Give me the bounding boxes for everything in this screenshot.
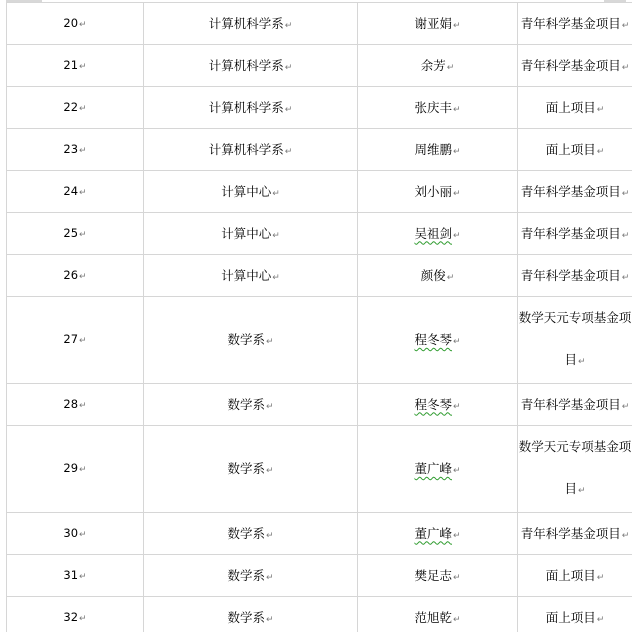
table-row — [7, 384, 632, 426]
table-row — [7, 297, 632, 384]
paragraph-mark-icon: ↵ — [596, 104, 605, 115]
paragraph-mark-icon: ↵ — [596, 572, 605, 583]
name-cell — [358, 171, 518, 213]
project-type-cell — [518, 255, 632, 297]
name-cell — [358, 255, 518, 297]
department-cell-text: 计算机科学系 — [208, 15, 284, 31]
department-cell — [144, 87, 358, 129]
paragraph-mark-icon: ↵ — [79, 336, 87, 347]
project-type-cell-text: 青年科学基金项目 — [520, 57, 621, 73]
paragraph-mark-icon: ↵ — [79, 229, 87, 240]
department-cell-text: 计算中心 — [221, 183, 272, 199]
row-number-cell-text: 30 — [63, 525, 79, 540]
project-type-cell — [518, 129, 632, 171]
row-number-cell — [7, 513, 144, 555]
table-row — [7, 513, 632, 555]
paragraph-mark-icon: ↵ — [452, 188, 461, 199]
project-type-cell-text: 数学天元专项基金项目 — [518, 310, 632, 367]
name-cell-text: 程冬琴 — [414, 396, 452, 412]
paragraph-mark-icon: ↵ — [272, 230, 280, 241]
department-cell — [144, 597, 358, 632]
row-number-cell — [7, 555, 144, 597]
department-cell — [144, 45, 358, 87]
paragraph-mark-icon: ↵ — [577, 486, 586, 496]
project-type-cell-text: 面上项目 — [545, 141, 596, 157]
name-cell — [358, 3, 518, 45]
name-cell — [358, 45, 518, 87]
name-cell-text: 范旭乾 — [414, 609, 452, 625]
paragraph-mark-icon: ↵ — [265, 401, 274, 412]
paragraph-mark-icon: ↵ — [452, 401, 461, 412]
table-row — [7, 426, 632, 513]
project-type-cell — [518, 213, 632, 255]
row-number-cell — [7, 3, 144, 45]
name-cell-text: 颜俊 — [420, 267, 446, 283]
table-row — [7, 129, 632, 171]
project-type-cell — [518, 45, 632, 87]
row-number-cell-text: 28 — [63, 396, 79, 411]
row-number-cell — [7, 597, 144, 632]
paragraph-mark-icon: ↵ — [79, 187, 87, 198]
row-number-cell-text: 29 — [63, 461, 79, 476]
project-type-cell-text: 面上项目 — [545, 99, 596, 115]
project-type-cell-text: 青年科学基金项目 — [520, 225, 621, 241]
name-cell-text: 张庆丰 — [414, 99, 452, 115]
department-cell — [144, 426, 358, 513]
department-cell-text: 计算机科学系 — [208, 99, 284, 115]
paragraph-mark-icon: ↵ — [79, 145, 87, 156]
table-row — [7, 597, 632, 632]
paragraph-mark-icon: ↵ — [452, 230, 461, 241]
project-type-cell — [518, 87, 632, 129]
paragraph-mark-icon: ↵ — [452, 572, 461, 583]
department-cell-text: 计算机科学系 — [208, 141, 284, 157]
row-number-cell — [7, 213, 144, 255]
department-cell — [144, 3, 358, 45]
project-type-cell-text: 青年科学基金项目 — [520, 15, 621, 31]
paragraph-mark-icon: ↵ — [621, 272, 630, 283]
project-type-cell-text: 数学天元专项基金项目 — [518, 439, 632, 496]
row-number-cell-text: 26 — [63, 267, 79, 282]
department-cell-text: 计算中心 — [221, 225, 272, 241]
row-number-cell-text: 32 — [63, 609, 79, 624]
paragraph-mark-icon: ↵ — [284, 20, 293, 31]
paragraph-mark-icon: ↵ — [621, 401, 630, 412]
department-cell-text: 数学系 — [227, 609, 265, 625]
paragraph-mark-icon: ↵ — [446, 62, 455, 73]
department-cell — [144, 513, 358, 555]
paragraph-mark-icon: ↵ — [272, 188, 280, 199]
paragraph-mark-icon: ↵ — [272, 272, 280, 283]
paragraph-mark-icon: ↵ — [265, 466, 274, 477]
paragraph-mark-icon: ↵ — [265, 614, 274, 625]
project-type-cell-text: 青年科学基金项目 — [520, 396, 621, 412]
name-cell — [358, 129, 518, 171]
paragraph-mark-icon: ↵ — [621, 188, 630, 199]
department-cell-text: 计算中心 — [221, 267, 272, 283]
row-number-cell-text: 23 — [63, 141, 79, 156]
row-number-cell-text: 24 — [63, 183, 79, 198]
paragraph-mark-icon: ↵ — [452, 20, 461, 31]
project-type-cell-text: 青年科学基金项目 — [520, 525, 621, 541]
row-number-cell — [7, 297, 144, 384]
project-type-cell — [518, 426, 632, 513]
project-type-cell-text: 面上项目 — [545, 567, 596, 583]
department-cell-text: 数学系 — [227, 332, 265, 348]
row-number-cell — [7, 384, 144, 426]
table-row — [7, 3, 632, 45]
department-cell-text: 数学系 — [227, 567, 265, 583]
paragraph-mark-icon: ↵ — [265, 337, 274, 348]
name-cell-text: 董广峰 — [414, 525, 452, 541]
paragraph-mark-icon: ↵ — [79, 19, 87, 30]
row-number-cell-text: 22 — [63, 99, 79, 114]
row-number-cell-text: 25 — [63, 225, 79, 240]
department-cell — [144, 171, 358, 213]
row-number-cell — [7, 426, 144, 513]
project-type-cell — [518, 555, 632, 597]
department-cell-text: 数学系 — [227, 461, 265, 477]
paragraph-mark-icon: ↵ — [596, 146, 605, 157]
paragraph-mark-icon: ↵ — [79, 61, 87, 72]
paragraph-mark-icon: ↵ — [79, 400, 87, 411]
table-row — [7, 45, 632, 87]
table-row — [7, 255, 632, 297]
project-table — [6, 2, 632, 632]
table-row — [7, 213, 632, 255]
name-cell-text: 余芳 — [420, 57, 446, 73]
row-number-cell — [7, 129, 144, 171]
paragraph-mark-icon: ↵ — [621, 62, 630, 73]
row-number-cell — [7, 255, 144, 297]
project-type-cell — [518, 171, 632, 213]
table-row — [7, 87, 632, 129]
project-table-body — [7, 3, 632, 632]
wrapped-text — [518, 297, 632, 383]
department-cell — [144, 297, 358, 384]
name-cell — [358, 384, 518, 426]
department-cell — [144, 213, 358, 255]
name-cell-text: 樊足志 — [414, 567, 452, 583]
paragraph-mark-icon: ↵ — [265, 530, 274, 541]
department-cell — [144, 129, 358, 171]
paragraph-mark-icon: ↵ — [452, 530, 461, 541]
name-cell-text: 董广峰 — [414, 461, 452, 477]
paragraph-mark-icon: ↵ — [284, 62, 293, 73]
department-cell — [144, 555, 358, 597]
name-cell — [358, 513, 518, 555]
paragraph-mark-icon: ↵ — [452, 146, 461, 157]
row-number-cell — [7, 87, 144, 129]
row-number-cell-text: 27 — [63, 332, 79, 347]
name-cell — [358, 87, 518, 129]
project-type-cell-text: 面上项目 — [545, 609, 596, 625]
name-cell — [358, 597, 518, 632]
name-cell-text: 程冬琴 — [414, 332, 452, 348]
name-cell-text: 谢亚娟 — [414, 15, 452, 31]
department-cell-text: 数学系 — [227, 525, 265, 541]
row-number-cell — [7, 171, 144, 213]
name-cell-text: 吴祖剑 — [414, 225, 452, 241]
wrapped-text — [518, 426, 632, 512]
row-number-cell-text: 31 — [63, 567, 79, 582]
paragraph-mark-icon: ↵ — [577, 357, 586, 367]
row-number-cell — [7, 45, 144, 87]
project-type-cell — [518, 3, 632, 45]
project-type-cell — [518, 597, 632, 632]
paragraph-mark-icon: ↵ — [452, 104, 461, 115]
project-type-cell-text: 青年科学基金项目 — [520, 267, 621, 283]
name-cell-text: 刘小丽 — [414, 183, 452, 199]
department-cell — [144, 384, 358, 426]
project-type-cell — [518, 384, 632, 426]
paragraph-mark-icon: ↵ — [621, 20, 630, 31]
paragraph-mark-icon: ↵ — [284, 104, 293, 115]
row-number-cell-text: 20 — [63, 15, 79, 30]
row-number-cell-text: 21 — [63, 57, 79, 72]
name-cell — [358, 213, 518, 255]
name-cell — [358, 555, 518, 597]
paragraph-mark-icon: ↵ — [79, 571, 87, 582]
paragraph-mark-icon: ↵ — [265, 572, 274, 583]
paragraph-mark-icon: ↵ — [621, 530, 630, 541]
table-row — [7, 171, 632, 213]
department-cell-text: 数学系 — [227, 396, 265, 412]
paragraph-mark-icon: ↵ — [452, 337, 461, 348]
department-cell — [144, 255, 358, 297]
table-row — [7, 555, 632, 597]
paragraph-mark-icon: ↵ — [79, 613, 87, 624]
project-type-cell-text: 青年科学基金项目 — [520, 183, 621, 199]
paragraph-mark-icon: ↵ — [79, 271, 87, 282]
paragraph-mark-icon: ↵ — [596, 614, 605, 625]
paragraph-mark-icon: ↵ — [79, 529, 87, 540]
paragraph-mark-icon: ↵ — [446, 272, 455, 283]
project-type-cell — [518, 297, 632, 384]
paragraph-mark-icon: ↵ — [621, 230, 630, 241]
name-cell — [358, 426, 518, 513]
paragraph-mark-icon: ↵ — [79, 103, 87, 114]
paragraph-mark-icon: ↵ — [452, 614, 461, 625]
name-cell-text: 周维鹏 — [414, 141, 452, 157]
project-type-cell — [518, 513, 632, 555]
name-cell — [358, 297, 518, 384]
paragraph-mark-icon: ↵ — [284, 146, 293, 157]
paragraph-mark-icon: ↵ — [79, 465, 87, 476]
paragraph-mark-icon: ↵ — [452, 466, 461, 477]
department-cell-text: 计算机科学系 — [208, 57, 284, 73]
